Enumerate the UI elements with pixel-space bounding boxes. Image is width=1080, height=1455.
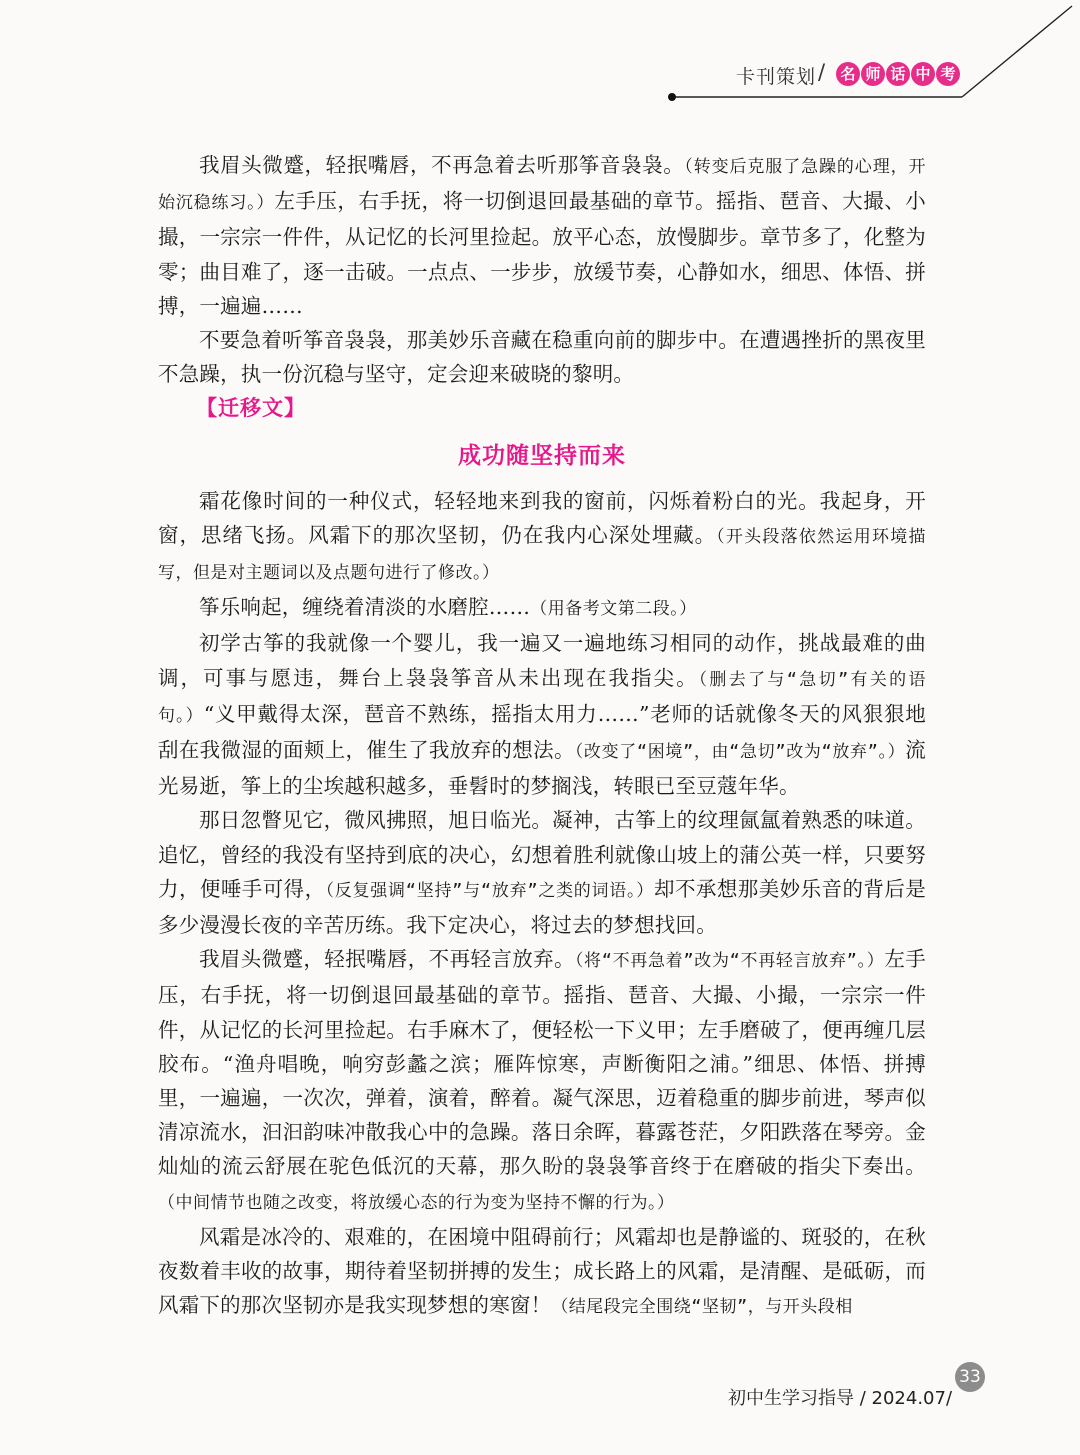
paragraph: [158, 1220, 926, 1325]
annotation-note: （改变了“困境”，由“急切”改为“放弃”。）: [574, 742, 906, 763]
annotation-note: （用备考文第二段。）: [530, 599, 697, 620]
paragraph-text: 那日忽瞥见它，微风拂照，旭日临光。凝神，古筝上的纹理氤氲着熟悉的味道。追忆，曾经的我没有坚持到底的决心，幻想着胜利就像山坡上的蒲公英一样，只要努力，便唾手可得，: [158, 808, 926, 901]
paragraph-text: 我眉头微蹙，轻抿嘴唇，不再急着去听那筝音袅袅。: [199, 153, 685, 177]
section-label: 【迁移文】: [196, 396, 306, 421]
column-badge-char: 中: [911, 62, 935, 86]
paragraph-text: 筝乐响起，缠绕着清淡的水磨腔……: [199, 595, 531, 620]
annotation-note: （中间情节也随之改变，将放缓心态的行为变为坚持不懈的行为。）: [158, 1192, 675, 1213]
paragraph-text: 风霜是冰冷的、艰难的，在困境中阻碍前行；风霜却也是静谧的、斑驳的，在秋夜数着丰收的故事，期待着坚韧拼搏的发生；成长路上的风霜，是清醒、是砥砺，而风霜下的那次坚韧亦是我实现梦想的寒窗！: [158, 1224, 926, 1318]
paragraph-text: 初学古筝的我就像一个婴儿，我一遍又一遍地练习相同的动作，挑战最难的曲调，可事与愿违，舞台上袅袅筝音从未出现在我指尖。: [158, 631, 926, 690]
column-badge-group: [836, 62, 961, 86]
paragraph: [158, 803, 926, 942]
paragraph-text: 左手压，右手抚，将一切倒退回最基础的章节。摇指、琶音、大撮、小撮，一宗宗一件件，从记忆的长河里捡起。放平心态，放慢脚步。章节多了，化整为零；曲目难了，逐一击破。一点点、一步步，放缓节奏，心静如水，细思、体悟、拼搏，一遍遍……: [158, 189, 926, 318]
annotation-note: （开头段落依然运用环境描写，但是对主题词以及点题句进行了修改。）: [158, 526, 927, 584]
paragraph-text: 却不承想那美妙乐音的背后是多少漫漫长夜的辛苦历练。我下定决心，将过去的梦想找回。: [158, 876, 926, 938]
paragraph: [158, 323, 926, 391]
paragraph-text: 流光易逝，筝上的尘埃越积越多，垂髫时的梦搁浅，转眼已至豆蔻年华。: [158, 738, 926, 799]
page-number: 33: [955, 1362, 985, 1392]
paragraph-text: 我眉头微蹙，轻抿嘴唇，不再轻言放弃。: [199, 947, 575, 972]
paragraph-text: 不要急着听筝音袅袅，那美妙乐音藏在稳重向前的脚步中。在遭遇挫折的黑夜里不急躁，执一份沉稳与坚守，定会迎来破晓的黎明。: [158, 328, 926, 387]
annotation-note: （删去了与“急切”有关的语句。）: [158, 669, 926, 726]
column-badge-char: 考: [936, 62, 960, 86]
paragraph: [158, 484, 926, 591]
annotation-note: （反复强调“坚持”与“放弃”之类的词语。）: [325, 880, 655, 901]
header-rule: [0, 0, 1080, 110]
annotation-note: （结尾段完全围绕“坚韧”，与开头段相: [551, 1297, 853, 1318]
paragraph: [158, 590, 926, 626]
page-header: [0, 0, 1080, 110]
column-badge-char: 话: [886, 62, 910, 86]
column-badge-char: 名: [836, 62, 860, 86]
page-footer: 初中生学习指导 / 2024.07/: [728, 1388, 953, 1409]
column-badge-char: 师: [861, 62, 885, 86]
column-divider: /: [818, 60, 826, 84]
column-name: 卡刊策划: [736, 66, 817, 88]
article-title: 成功随坚持而来: [458, 442, 626, 469]
paragraph-text: 左手压，右手抚，将一切倒退回最基础的章节。摇指、琶音、大撮、小撮，一宗宗一件件，从记忆的长河里捡起。右手麻木了，便轻松一下义甲；左手磨破了，便再缠几层胶布。“渔舟唱晚，响穷彭蠡之滨；雁阵惊寒，声断衡阳之浦。”细思、体悟、拼搏里，一遍遍，一次次，弹着，演着，醉着。凝气深思，迈着稳重的脚步前进，琴声似清凉流水，汩汩韵味冲散我心中的急躁。落日余晖，暮露苍茫，夕阳跌落在琴旁。金灿灿的流云舒展在驼色低沉的天幕，那久盼的袅袅筝音终于在磨破的指尖下奏出。: [158, 947, 926, 1179]
paragraph: [158, 626, 926, 803]
paragraph-text: “义甲戴得太深，琶音不熟练，摇指太用力……”老师的话就像冬天的风狠狠地刮在我微湿的面颊上，催生了我放弃的想法。: [158, 701, 927, 763]
paragraph-text: 霜花像时间的一种仪式，轻轻地来到我的窗前，闪烁着粉白的光。我起身，开窗，思绪飞扬。风霜下的那次坚韧，仍在我内心深处埋藏。: [158, 488, 926, 547]
paragraph: [158, 148, 926, 323]
annotation-note: （转变后克服了急躁的心理，开始沉稳练习。）: [158, 157, 926, 214]
annotation-note: （将“不再急着”改为“不再轻言放弃”。）: [574, 951, 885, 972]
article-body: [158, 148, 926, 1325]
paragraph: [158, 942, 926, 1220]
